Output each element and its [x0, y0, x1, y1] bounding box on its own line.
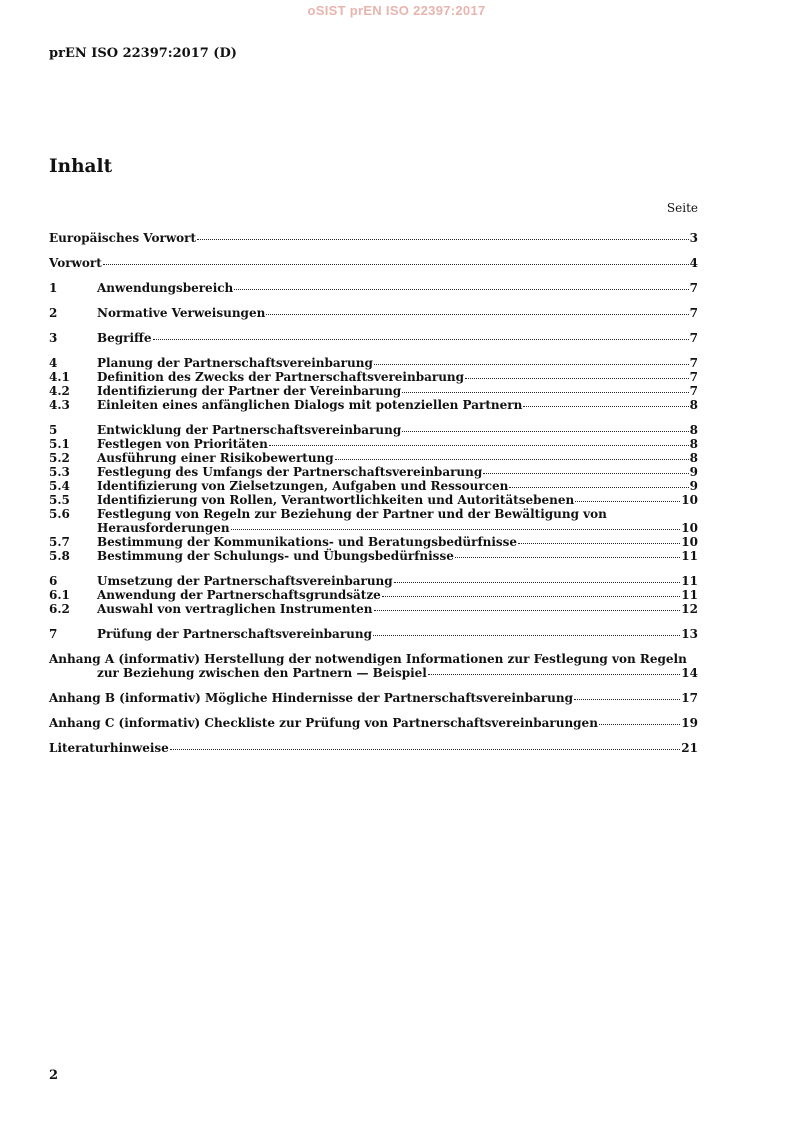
toc-leader	[574, 699, 680, 700]
toc-entry[interactable]	[49, 231, 698, 245]
toc-entry-page: 11	[681, 574, 698, 588]
toc-leader	[170, 749, 681, 750]
toc-entry-number: 2	[49, 306, 58, 320]
toc-leader	[374, 610, 681, 611]
toc-leader	[523, 406, 688, 407]
toc-entry[interactable]	[49, 465, 698, 479]
toc-entry-page: 4	[689, 256, 698, 270]
toc-leader	[428, 674, 680, 675]
toc-entry-number: 4	[49, 356, 58, 370]
toc-entry-title: Umsetzung der Partnerschaftsvereinbarung	[97, 574, 393, 588]
toc-leader	[575, 501, 680, 502]
toc-entry[interactable]	[49, 602, 698, 616]
document-id: prEN ISO 22397:2017 (D)	[49, 46, 237, 61]
toc-entry[interactable]	[49, 281, 698, 295]
toc-entry-number: 5.1	[49, 437, 70, 451]
toc-entry-title: Prüfung der Partnerschaftsvereinbarung	[97, 627, 372, 641]
toc-leader	[483, 473, 688, 474]
toc-entry[interactable]	[49, 691, 698, 705]
toc-entry[interactable]	[49, 479, 698, 493]
toc-entry-title: Festlegen von Prioritäten	[97, 437, 268, 451]
toc-entry-title: Identifizierung von Rollen, Verantwortlichkeiten und Autoritätsebenen	[97, 493, 575, 507]
toc-entry-title: Normative Verweisungen	[97, 306, 266, 320]
toc-entry-page: 7	[689, 281, 698, 295]
toc-entry-number: 5.8	[49, 549, 70, 563]
toc-entry[interactable]	[49, 384, 698, 398]
toc-entry[interactable]	[49, 741, 698, 755]
toc-entry[interactable]	[49, 398, 698, 412]
toc-entry[interactable]	[49, 627, 698, 641]
toc-entry-title: Auswahl von vertraglichen Instrumenten	[97, 602, 373, 616]
toc-entry[interactable]	[49, 549, 698, 563]
toc-leader	[153, 339, 689, 340]
toc-entry[interactable]	[49, 370, 698, 384]
toc-entry-page: 8	[689, 423, 698, 437]
toc-entry-number: 4.3	[49, 398, 70, 412]
toc-leader	[382, 596, 681, 597]
watermark: oSIST prEN ISO 22397:2017	[307, 3, 486, 18]
toc-leader	[103, 264, 689, 265]
toc-entry-page: 17	[681, 691, 698, 705]
toc-leader	[234, 289, 688, 290]
toc-entry-page: 21	[681, 741, 698, 755]
toc-entry-title: Bestimmung der Schulungs- und Übungsbedürfnisse	[97, 549, 454, 563]
toc-leader	[402, 431, 688, 432]
toc-entry-page: 12	[681, 602, 698, 616]
toc-entry-title: Begriffe	[97, 331, 152, 345]
toc-entry-title: Identifizierung der Partner der Vereinbarung	[97, 384, 402, 398]
toc-entry-page: 9	[689, 465, 698, 479]
toc-entry-title: Anhang B (informativ) Mögliche Hindernisse der Partnerschaftsvereinbarung	[49, 691, 573, 705]
toc-entry-page: 19	[681, 716, 698, 730]
toc-entry-number: 3	[49, 331, 58, 345]
toc-entry-number: 5.6	[49, 507, 70, 521]
toc-entry-page: 7	[689, 306, 698, 320]
toc-entry-page: 3	[689, 231, 698, 245]
toc-entry-title: Anwendungsbereich	[97, 281, 234, 295]
toc-entry-number: 7	[49, 627, 58, 641]
toc-entry-title: Europäisches Vorwort	[49, 231, 197, 245]
toc-entry-number: 5.7	[49, 535, 70, 549]
toc-entry-title-line2: Herausforderungen	[97, 521, 230, 535]
toc-entry-page: 8	[689, 451, 698, 465]
toc-entry-title: Festlegung des Umfangs der Partnerschaftsvereinbarung	[97, 465, 483, 479]
toc-entry-number: 6.2	[49, 602, 70, 616]
toc-leader	[518, 543, 680, 544]
toc-leader	[509, 487, 688, 488]
toc-leader	[266, 314, 688, 315]
toc-entry-page: 14	[681, 666, 698, 680]
toc-leader	[373, 635, 680, 636]
toc-leader	[455, 557, 680, 558]
toc-entry[interactable]	[49, 451, 698, 465]
toc-entry-title: Vorwort	[49, 256, 102, 270]
toc-entry-number: 5.4	[49, 479, 70, 493]
toc-entry-number: 6	[49, 574, 58, 588]
toc-entry-number: 1	[49, 281, 58, 295]
toc-entry-page: 7	[689, 384, 698, 398]
toc-entry-number: 5.2	[49, 451, 70, 465]
toc-leader	[599, 724, 680, 725]
toc-entry[interactable]	[49, 423, 698, 437]
toc-entry-page: 11	[681, 549, 698, 563]
page-column-label: Seite	[666, 201, 698, 215]
page-number: 2	[49, 1068, 59, 1083]
toc-entry[interactable]	[49, 716, 698, 730]
toc-entry-page: 10	[681, 493, 698, 507]
toc-entry[interactable]	[49, 306, 698, 320]
toc-entry-title-line1: Anhang A (informativ) Herstellung der notwendigen Informationen zur Festlegung von Regeln	[49, 652, 687, 666]
toc-entry-page: 11	[681, 588, 698, 602]
toc-entry-title: Anhang C (informativ) Checkliste zur Prüfung von Partnerschaftsvereinbarungen	[49, 716, 598, 730]
toc-entry-page: 10	[681, 521, 698, 535]
toc-leader	[269, 445, 689, 446]
toc-entry[interactable]	[49, 507, 698, 535]
toc-entry-number: 5	[49, 423, 58, 437]
table-of-contents	[49, 231, 698, 755]
toc-entry[interactable]	[49, 535, 698, 549]
toc-entry[interactable]	[49, 437, 698, 451]
toc-entry-page: 7	[689, 331, 698, 345]
toc-entry[interactable]	[49, 356, 698, 370]
toc-entry[interactable]	[49, 574, 698, 588]
toc-entry-title-line2: zur Beziehung zwischen den Partnern — Beispiel	[97, 666, 427, 680]
toc-leader	[335, 459, 689, 460]
toc-leader	[465, 378, 689, 379]
toc-entry-number: 4.2	[49, 384, 70, 398]
toc-leader	[394, 582, 681, 583]
toc-entry-title: Definition des Zwecks der Partnerschaftsvereinbarung	[97, 370, 465, 384]
toc-entry[interactable]	[49, 652, 698, 680]
toc-entry-number: 5.3	[49, 465, 70, 479]
toc-entry-title: Einleiten eines anfänglichen Dialogs mit potenziellen Partnern	[97, 398, 523, 412]
toc-entry[interactable]	[49, 331, 698, 345]
toc-entry-title-line1: Festlegung von Regeln zur Beziehung der Partner und der Bewältigung von	[97, 507, 607, 521]
toc-leader	[402, 392, 688, 393]
toc-entry-number: 5.5	[49, 493, 70, 507]
toc-entry[interactable]	[49, 588, 698, 602]
toc-entry-title: Planung der Partnerschaftsvereinbarung	[97, 356, 373, 370]
toc-leader	[374, 364, 689, 365]
toc-entry-title: Ausführung einer Risikobewertung	[97, 451, 334, 465]
toc-entry-number: 6.1	[49, 588, 70, 602]
toc-entry-page: 13	[681, 627, 698, 641]
toc-entry-title: Identifizierung von Zielsetzungen, Aufgaben und Ressourcen	[97, 479, 509, 493]
toc-entry-page: 7	[689, 370, 698, 384]
toc-entry-page: 8	[689, 398, 698, 412]
toc-entry-page: 10	[681, 535, 698, 549]
toc-entry-title: Entwicklung der Partnerschaftsvereinbarung	[97, 423, 402, 437]
toc-entry-title: Bestimmung der Kommunikations- und Beratungsbedürfnisse	[97, 535, 518, 549]
toc-leader	[197, 239, 689, 240]
toc-entry-title: Anwendung der Partnerschaftsgrundsätze	[97, 588, 381, 602]
toc-entry-number: 4.1	[49, 370, 70, 384]
toc-entry-page: 8	[689, 437, 698, 451]
page-title: Inhalt	[49, 156, 113, 177]
toc-entry[interactable]	[49, 256, 698, 270]
toc-entry-page: 7	[689, 356, 698, 370]
toc-entry[interactable]	[49, 493, 698, 507]
toc-entry-title: Literaturhinweise	[49, 741, 169, 755]
toc-entry-page: 9	[689, 479, 698, 493]
toc-leader	[231, 529, 681, 530]
